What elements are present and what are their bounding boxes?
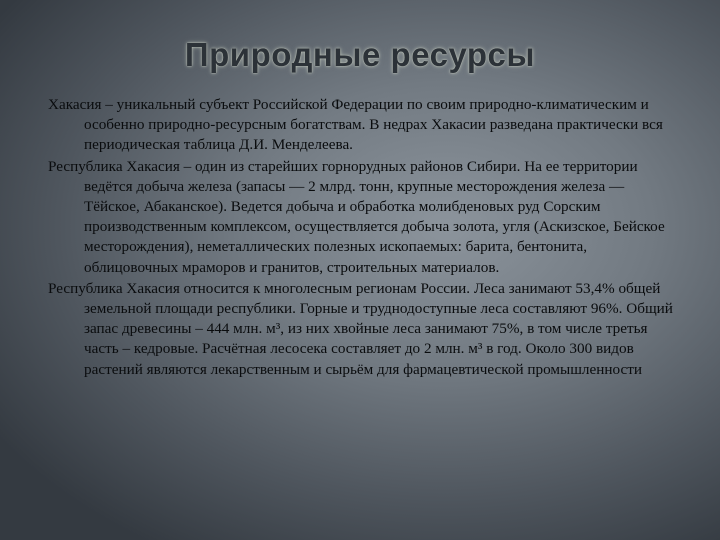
paragraph-mining: Республика Хакасия – один из старейших горнорудных районов Сибири. На ее территории ведётся добыча железа (запасы — 2 млрд. тонн, крупные месторождения железа — Тёйское, Абаканское). Ведется добыча и обработка молибденовых руд Сорским производственным комплексом, осуществляется добыча золота, угля (Аскизское, Бейское месторождения), неметаллических полезных ископаемых: барита, бентонита, облицовочных мраморов и гранитов, строительных материалов. bbox=[48, 157, 665, 276]
paragraph-forests: Республика Хакасия относится к многолесным регионам России. Леса занимают 53,4% общей земельной площади республики. Горные и труднодоступные леса составляют 96%. Общий запас древесины – 444 млн. м³, из них хвойные леса занимают 75%, в том числе третья часть – кедровые. Расчётная лесосека составляет до 2 млн. м³ в год. Около 300 видов растений являются лекарственным и сырьём для фармацевтической промышленности bbox=[48, 279, 673, 378]
paragraph-natural-wealth: Хакасия – уникальный субъект Российской Федерации по своим природно-климатическим и особенно природно-ресурсным богатствам. В недрах Хакасии разведана практически вся периодическая таблица Д.И. Менделеева. bbox=[48, 96, 663, 154]
slide-body bbox=[48, 95, 680, 381]
slide-title: Природные ресурсы bbox=[184, 36, 536, 73]
